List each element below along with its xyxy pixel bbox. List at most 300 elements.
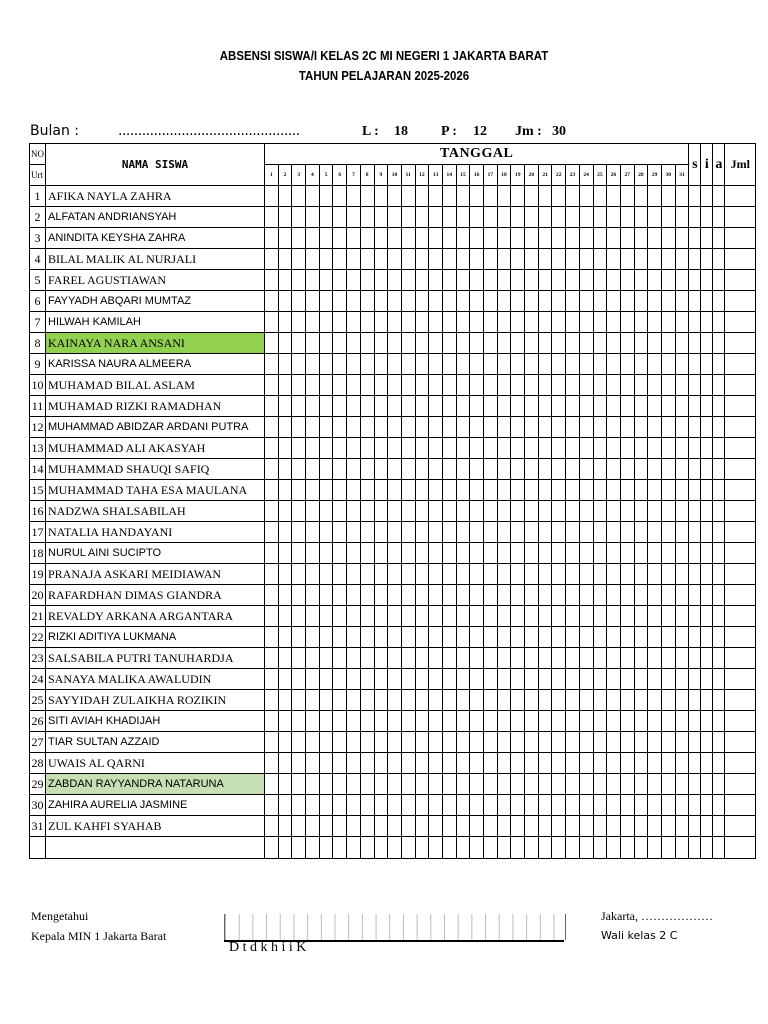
attendance-cell[interactable] bbox=[607, 837, 621, 859]
attendance-cell[interactable] bbox=[634, 312, 648, 333]
attendance-cell[interactable] bbox=[497, 522, 511, 543]
attendance-cell[interactable] bbox=[265, 270, 279, 291]
attendance-cell[interactable] bbox=[648, 333, 662, 354]
attendance-cell[interactable] bbox=[265, 480, 279, 501]
attendance-cell[interactable] bbox=[292, 669, 306, 690]
permit-count-cell[interactable] bbox=[701, 669, 713, 690]
attendance-cell[interactable] bbox=[347, 459, 361, 480]
attendance-cell[interactable] bbox=[278, 606, 292, 627]
attendance-cell[interactable] bbox=[634, 690, 648, 711]
absent-count-cell[interactable] bbox=[713, 312, 725, 333]
attendance-cell[interactable] bbox=[360, 459, 374, 480]
attendance-cell[interactable] bbox=[278, 501, 292, 522]
attendance-cell[interactable] bbox=[401, 585, 415, 606]
attendance-cell[interactable] bbox=[429, 585, 443, 606]
attendance-cell[interactable] bbox=[675, 669, 689, 690]
attendance-cell[interactable] bbox=[675, 774, 689, 795]
attendance-cell[interactable] bbox=[566, 501, 580, 522]
attendance-cell[interactable] bbox=[648, 501, 662, 522]
attendance-cell[interactable] bbox=[374, 543, 388, 564]
attendance-cell[interactable] bbox=[620, 396, 634, 417]
attendance-cell[interactable] bbox=[511, 312, 525, 333]
attendance-cell[interactable] bbox=[579, 690, 593, 711]
attendance-cell[interactable] bbox=[278, 837, 292, 859]
attendance-cell[interactable] bbox=[265, 627, 279, 648]
attendance-cell[interactable] bbox=[306, 606, 320, 627]
attendance-cell[interactable] bbox=[538, 333, 552, 354]
attendance-cell[interactable] bbox=[634, 543, 648, 564]
permit-count-cell[interactable] bbox=[701, 291, 713, 312]
attendance-cell[interactable] bbox=[675, 333, 689, 354]
sick-count-cell[interactable] bbox=[689, 837, 701, 859]
attendance-cell[interactable] bbox=[456, 186, 470, 207]
attendance-cell[interactable] bbox=[593, 564, 607, 585]
attendance-cell[interactable] bbox=[442, 795, 456, 816]
attendance-cell[interactable] bbox=[265, 396, 279, 417]
attendance-cell[interactable] bbox=[470, 249, 484, 270]
attendance-cell[interactable] bbox=[497, 648, 511, 669]
attendance-cell[interactable] bbox=[538, 522, 552, 543]
attendance-cell[interactable] bbox=[347, 627, 361, 648]
attendance-cell[interactable] bbox=[333, 354, 347, 375]
attendance-cell[interactable] bbox=[442, 354, 456, 375]
attendance-cell[interactable] bbox=[442, 753, 456, 774]
attendance-cell[interactable] bbox=[484, 543, 498, 564]
attendance-cell[interactable] bbox=[675, 543, 689, 564]
attendance-cell[interactable] bbox=[347, 396, 361, 417]
attendance-cell[interactable] bbox=[442, 270, 456, 291]
attendance-cell[interactable] bbox=[525, 333, 539, 354]
attendance-cell[interactable] bbox=[374, 186, 388, 207]
permit-count-cell[interactable] bbox=[701, 774, 713, 795]
attendance-cell[interactable] bbox=[429, 543, 443, 564]
attendance-cell[interactable] bbox=[319, 816, 333, 837]
attendance-cell[interactable] bbox=[347, 816, 361, 837]
attendance-cell[interactable] bbox=[566, 228, 580, 249]
attendance-cell[interactable] bbox=[333, 732, 347, 753]
attendance-cell[interactable] bbox=[566, 438, 580, 459]
attendance-cell[interactable] bbox=[525, 816, 539, 837]
attendance-cell[interactable] bbox=[456, 501, 470, 522]
attendance-cell[interactable] bbox=[333, 774, 347, 795]
attendance-cell[interactable] bbox=[620, 459, 634, 480]
attendance-cell[interactable] bbox=[661, 816, 675, 837]
attendance-cell[interactable] bbox=[374, 249, 388, 270]
attendance-cell[interactable] bbox=[620, 837, 634, 859]
attendance-cell[interactable] bbox=[278, 291, 292, 312]
total-count-cell[interactable] bbox=[725, 795, 756, 816]
attendance-cell[interactable] bbox=[525, 291, 539, 312]
attendance-cell[interactable] bbox=[470, 354, 484, 375]
attendance-cell[interactable] bbox=[579, 522, 593, 543]
attendance-cell[interactable] bbox=[306, 207, 320, 228]
attendance-cell[interactable] bbox=[333, 249, 347, 270]
attendance-cell[interactable] bbox=[648, 312, 662, 333]
attendance-cell[interactable] bbox=[456, 291, 470, 312]
attendance-cell[interactable] bbox=[388, 816, 402, 837]
attendance-cell[interactable] bbox=[388, 543, 402, 564]
attendance-cell[interactable] bbox=[566, 354, 580, 375]
attendance-cell[interactable] bbox=[401, 459, 415, 480]
attendance-cell[interactable] bbox=[374, 564, 388, 585]
attendance-cell[interactable] bbox=[497, 396, 511, 417]
attendance-cell[interactable] bbox=[442, 543, 456, 564]
attendance-cell[interactable] bbox=[538, 795, 552, 816]
attendance-cell[interactable] bbox=[538, 375, 552, 396]
attendance-cell[interactable] bbox=[333, 312, 347, 333]
attendance-cell[interactable] bbox=[347, 585, 361, 606]
attendance-cell[interactable] bbox=[566, 249, 580, 270]
attendance-cell[interactable] bbox=[648, 606, 662, 627]
attendance-cell[interactable] bbox=[566, 837, 580, 859]
attendance-cell[interactable] bbox=[661, 333, 675, 354]
total-count-cell[interactable] bbox=[725, 753, 756, 774]
attendance-cell[interactable] bbox=[470, 795, 484, 816]
attendance-cell[interactable] bbox=[511, 564, 525, 585]
attendance-cell[interactable] bbox=[593, 207, 607, 228]
permit-count-cell[interactable] bbox=[701, 438, 713, 459]
attendance-cell[interactable] bbox=[607, 396, 621, 417]
attendance-cell[interactable] bbox=[388, 774, 402, 795]
attendance-cell[interactable] bbox=[648, 522, 662, 543]
attendance-cell[interactable] bbox=[538, 249, 552, 270]
attendance-cell[interactable] bbox=[497, 732, 511, 753]
sick-count-cell[interactable] bbox=[689, 543, 701, 564]
attendance-cell[interactable] bbox=[401, 606, 415, 627]
sick-count-cell[interactable] bbox=[689, 795, 701, 816]
attendance-cell[interactable] bbox=[360, 249, 374, 270]
attendance-cell[interactable] bbox=[552, 249, 566, 270]
attendance-cell[interactable] bbox=[497, 186, 511, 207]
total-count-cell[interactable] bbox=[725, 312, 756, 333]
attendance-cell[interactable] bbox=[675, 816, 689, 837]
attendance-cell[interactable] bbox=[566, 774, 580, 795]
attendance-cell[interactable] bbox=[456, 837, 470, 859]
attendance-cell[interactable] bbox=[661, 228, 675, 249]
attendance-cell[interactable] bbox=[579, 249, 593, 270]
attendance-cell[interactable] bbox=[456, 417, 470, 438]
attendance-cell[interactable] bbox=[648, 249, 662, 270]
attendance-cell[interactable] bbox=[374, 774, 388, 795]
attendance-cell[interactable] bbox=[401, 417, 415, 438]
attendance-cell[interactable] bbox=[333, 291, 347, 312]
attendance-cell[interactable] bbox=[511, 249, 525, 270]
attendance-cell[interactable] bbox=[593, 438, 607, 459]
attendance-cell[interactable] bbox=[470, 186, 484, 207]
attendance-cell[interactable] bbox=[675, 690, 689, 711]
absent-count-cell[interactable] bbox=[713, 438, 725, 459]
attendance-cell[interactable] bbox=[497, 354, 511, 375]
permit-count-cell[interactable] bbox=[701, 459, 713, 480]
attendance-cell[interactable] bbox=[429, 501, 443, 522]
attendance-cell[interactable] bbox=[566, 795, 580, 816]
sick-count-cell[interactable] bbox=[689, 690, 701, 711]
attendance-cell[interactable] bbox=[333, 627, 347, 648]
attendance-cell[interactable] bbox=[579, 333, 593, 354]
permit-count-cell[interactable] bbox=[701, 648, 713, 669]
attendance-cell[interactable] bbox=[429, 228, 443, 249]
attendance-cell[interactable] bbox=[456, 207, 470, 228]
attendance-cell[interactable] bbox=[265, 669, 279, 690]
attendance-cell[interactable] bbox=[511, 795, 525, 816]
attendance-cell[interactable] bbox=[675, 291, 689, 312]
attendance-cell[interactable] bbox=[661, 249, 675, 270]
absent-count-cell[interactable] bbox=[713, 690, 725, 711]
sick-count-cell[interactable] bbox=[689, 606, 701, 627]
total-count-cell[interactable] bbox=[725, 354, 756, 375]
attendance-cell[interactable] bbox=[620, 354, 634, 375]
permit-count-cell[interactable] bbox=[701, 417, 713, 438]
attendance-cell[interactable] bbox=[525, 522, 539, 543]
attendance-cell[interactable] bbox=[593, 291, 607, 312]
attendance-cell[interactable] bbox=[292, 207, 306, 228]
attendance-cell[interactable] bbox=[456, 480, 470, 501]
permit-count-cell[interactable] bbox=[701, 249, 713, 270]
attendance-cell[interactable] bbox=[484, 795, 498, 816]
attendance-cell[interactable] bbox=[593, 480, 607, 501]
attendance-cell[interactable] bbox=[634, 816, 648, 837]
attendance-cell[interactable] bbox=[484, 690, 498, 711]
attendance-cell[interactable] bbox=[360, 228, 374, 249]
attendance-cell[interactable] bbox=[484, 228, 498, 249]
attendance-cell[interactable] bbox=[456, 270, 470, 291]
attendance-cell[interactable] bbox=[470, 417, 484, 438]
total-count-cell[interactable] bbox=[725, 522, 756, 543]
attendance-cell[interactable] bbox=[661, 690, 675, 711]
attendance-cell[interactable] bbox=[374, 291, 388, 312]
attendance-cell[interactable] bbox=[415, 564, 429, 585]
attendance-cell[interactable] bbox=[497, 627, 511, 648]
attendance-cell[interactable] bbox=[607, 375, 621, 396]
permit-count-cell[interactable] bbox=[701, 228, 713, 249]
attendance-cell[interactable] bbox=[306, 627, 320, 648]
attendance-cell[interactable] bbox=[401, 249, 415, 270]
attendance-cell[interactable] bbox=[620, 774, 634, 795]
attendance-cell[interactable] bbox=[634, 522, 648, 543]
attendance-cell[interactable] bbox=[525, 270, 539, 291]
attendance-cell[interactable] bbox=[538, 459, 552, 480]
sick-count-cell[interactable] bbox=[689, 711, 701, 732]
absent-count-cell[interactable] bbox=[713, 711, 725, 732]
attendance-cell[interactable] bbox=[552, 669, 566, 690]
attendance-cell[interactable] bbox=[319, 438, 333, 459]
attendance-cell[interactable] bbox=[607, 732, 621, 753]
attendance-cell[interactable] bbox=[456, 564, 470, 585]
attendance-cell[interactable] bbox=[292, 585, 306, 606]
sick-count-cell[interactable] bbox=[689, 732, 701, 753]
absent-count-cell[interactable] bbox=[713, 753, 725, 774]
attendance-cell[interactable] bbox=[566, 291, 580, 312]
attendance-cell[interactable] bbox=[278, 375, 292, 396]
attendance-cell[interactable] bbox=[347, 690, 361, 711]
attendance-cell[interactable] bbox=[415, 291, 429, 312]
attendance-cell[interactable] bbox=[675, 396, 689, 417]
sick-count-cell[interactable] bbox=[689, 228, 701, 249]
attendance-cell[interactable] bbox=[388, 564, 402, 585]
attendance-cell[interactable] bbox=[525, 543, 539, 564]
attendance-cell[interactable] bbox=[347, 564, 361, 585]
permit-count-cell[interactable] bbox=[701, 564, 713, 585]
attendance-cell[interactable] bbox=[306, 480, 320, 501]
attendance-cell[interactable] bbox=[634, 480, 648, 501]
attendance-cell[interactable] bbox=[333, 207, 347, 228]
attendance-cell[interactable] bbox=[442, 396, 456, 417]
sick-count-cell[interactable] bbox=[689, 669, 701, 690]
attendance-cell[interactable] bbox=[415, 753, 429, 774]
attendance-cell[interactable] bbox=[607, 627, 621, 648]
attendance-cell[interactable] bbox=[607, 816, 621, 837]
attendance-cell[interactable] bbox=[620, 711, 634, 732]
attendance-cell[interactable] bbox=[319, 648, 333, 669]
attendance-cell[interactable] bbox=[429, 816, 443, 837]
attendance-cell[interactable] bbox=[525, 669, 539, 690]
attendance-cell[interactable] bbox=[456, 690, 470, 711]
attendance-cell[interactable] bbox=[525, 186, 539, 207]
attendance-cell[interactable] bbox=[388, 606, 402, 627]
attendance-cell[interactable] bbox=[292, 417, 306, 438]
total-count-cell[interactable] bbox=[725, 837, 756, 859]
attendance-cell[interactable] bbox=[401, 732, 415, 753]
attendance-cell[interactable] bbox=[456, 333, 470, 354]
total-count-cell[interactable] bbox=[725, 543, 756, 564]
attendance-cell[interactable] bbox=[675, 522, 689, 543]
attendance-cell[interactable] bbox=[347, 291, 361, 312]
attendance-cell[interactable] bbox=[661, 627, 675, 648]
attendance-cell[interactable] bbox=[675, 648, 689, 669]
attendance-cell[interactable] bbox=[675, 417, 689, 438]
total-count-cell[interactable] bbox=[725, 417, 756, 438]
attendance-cell[interactable] bbox=[360, 711, 374, 732]
attendance-cell[interactable] bbox=[579, 417, 593, 438]
attendance-cell[interactable] bbox=[306, 186, 320, 207]
attendance-cell[interactable] bbox=[333, 375, 347, 396]
permit-count-cell[interactable] bbox=[701, 732, 713, 753]
attendance-cell[interactable] bbox=[278, 396, 292, 417]
attendance-cell[interactable] bbox=[333, 438, 347, 459]
attendance-cell[interactable] bbox=[401, 501, 415, 522]
attendance-cell[interactable] bbox=[333, 711, 347, 732]
sick-count-cell[interactable] bbox=[689, 564, 701, 585]
attendance-cell[interactable] bbox=[374, 396, 388, 417]
attendance-cell[interactable] bbox=[579, 228, 593, 249]
attendance-cell[interactable] bbox=[497, 774, 511, 795]
attendance-cell[interactable] bbox=[265, 333, 279, 354]
attendance-cell[interactable] bbox=[620, 522, 634, 543]
attendance-cell[interactable] bbox=[620, 648, 634, 669]
attendance-cell[interactable] bbox=[347, 837, 361, 859]
sick-count-cell[interactable] bbox=[689, 312, 701, 333]
attendance-cell[interactable] bbox=[579, 795, 593, 816]
attendance-cell[interactable] bbox=[388, 396, 402, 417]
attendance-cell[interactable] bbox=[292, 333, 306, 354]
attendance-cell[interactable] bbox=[566, 459, 580, 480]
attendance-cell[interactable] bbox=[566, 522, 580, 543]
attendance-cell[interactable] bbox=[470, 333, 484, 354]
attendance-cell[interactable] bbox=[347, 753, 361, 774]
attendance-cell[interactable] bbox=[525, 480, 539, 501]
attendance-cell[interactable] bbox=[661, 606, 675, 627]
attendance-cell[interactable] bbox=[484, 648, 498, 669]
attendance-cell[interactable] bbox=[333, 186, 347, 207]
attendance-cell[interactable] bbox=[511, 627, 525, 648]
attendance-cell[interactable] bbox=[552, 774, 566, 795]
sick-count-cell[interactable] bbox=[689, 774, 701, 795]
attendance-cell[interactable] bbox=[388, 711, 402, 732]
attendance-cell[interactable] bbox=[566, 312, 580, 333]
attendance-cell[interactable] bbox=[306, 690, 320, 711]
attendance-cell[interactable] bbox=[552, 606, 566, 627]
attendance-cell[interactable] bbox=[538, 186, 552, 207]
absent-count-cell[interactable] bbox=[713, 837, 725, 859]
attendance-cell[interactable] bbox=[456, 354, 470, 375]
total-count-cell[interactable] bbox=[725, 627, 756, 648]
absent-count-cell[interactable] bbox=[713, 543, 725, 564]
attendance-cell[interactable] bbox=[292, 732, 306, 753]
attendance-cell[interactable] bbox=[620, 690, 634, 711]
permit-count-cell[interactable] bbox=[701, 795, 713, 816]
absent-count-cell[interactable] bbox=[713, 480, 725, 501]
absent-count-cell[interactable] bbox=[713, 564, 725, 585]
attendance-cell[interactable] bbox=[401, 396, 415, 417]
attendance-cell[interactable] bbox=[470, 816, 484, 837]
attendance-cell[interactable] bbox=[401, 837, 415, 859]
sick-count-cell[interactable] bbox=[689, 354, 701, 375]
attendance-cell[interactable] bbox=[525, 648, 539, 669]
attendance-cell[interactable] bbox=[429, 627, 443, 648]
attendance-cell[interactable] bbox=[401, 270, 415, 291]
attendance-cell[interactable] bbox=[552, 522, 566, 543]
attendance-cell[interactable] bbox=[306, 816, 320, 837]
attendance-cell[interactable] bbox=[265, 354, 279, 375]
attendance-cell[interactable] bbox=[634, 228, 648, 249]
attendance-cell[interactable] bbox=[306, 648, 320, 669]
attendance-cell[interactable] bbox=[579, 627, 593, 648]
attendance-cell[interactable] bbox=[333, 228, 347, 249]
attendance-cell[interactable] bbox=[374, 312, 388, 333]
attendance-cell[interactable] bbox=[675, 627, 689, 648]
attendance-cell[interactable] bbox=[566, 816, 580, 837]
attendance-cell[interactable] bbox=[306, 396, 320, 417]
attendance-cell[interactable] bbox=[593, 585, 607, 606]
attendance-cell[interactable] bbox=[292, 480, 306, 501]
attendance-cell[interactable] bbox=[415, 774, 429, 795]
attendance-cell[interactable] bbox=[429, 333, 443, 354]
attendance-cell[interactable] bbox=[579, 564, 593, 585]
attendance-cell[interactable] bbox=[497, 795, 511, 816]
attendance-cell[interactable] bbox=[415, 375, 429, 396]
attendance-cell[interactable] bbox=[661, 480, 675, 501]
attendance-cell[interactable] bbox=[374, 585, 388, 606]
attendance-cell[interactable] bbox=[347, 648, 361, 669]
attendance-cell[interactable] bbox=[634, 270, 648, 291]
attendance-cell[interactable] bbox=[401, 186, 415, 207]
attendance-cell[interactable] bbox=[484, 207, 498, 228]
attendance-cell[interactable] bbox=[661, 585, 675, 606]
attendance-cell[interactable] bbox=[401, 753, 415, 774]
attendance-cell[interactable] bbox=[675, 249, 689, 270]
attendance-cell[interactable] bbox=[566, 270, 580, 291]
attendance-cell[interactable] bbox=[497, 228, 511, 249]
attendance-cell[interactable] bbox=[415, 522, 429, 543]
attendance-cell[interactable] bbox=[374, 438, 388, 459]
attendance-cell[interactable] bbox=[566, 543, 580, 564]
attendance-cell[interactable] bbox=[634, 459, 648, 480]
absent-count-cell[interactable] bbox=[713, 669, 725, 690]
attendance-cell[interactable] bbox=[388, 186, 402, 207]
attendance-cell[interactable] bbox=[429, 690, 443, 711]
attendance-cell[interactable] bbox=[538, 228, 552, 249]
attendance-cell[interactable] bbox=[401, 312, 415, 333]
